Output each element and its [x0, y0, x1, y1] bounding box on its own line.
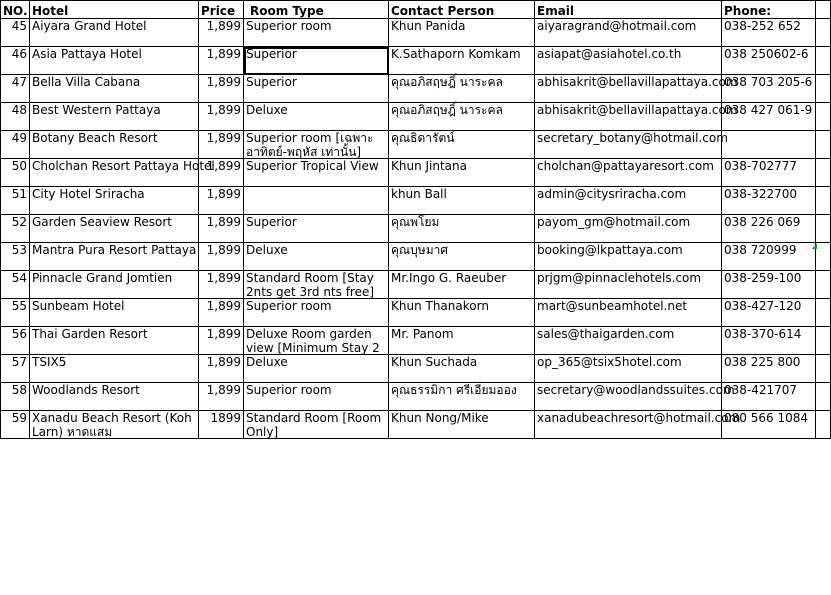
cell-no[interactable]	[1, 75, 30, 103]
cell-room-type[interactable]	[244, 327, 389, 355]
cell-contact-text: Khun Jintana	[391, 159, 467, 173]
cell-phone-text: 038-370-614	[724, 327, 802, 341]
cell-contact-text: K.Sathaporn Komkam	[391, 47, 521, 61]
cell-price[interactable]	[199, 215, 244, 243]
cell-phone[interactable]	[722, 103, 816, 131]
cell-room-type-text: Deluxe Room garden view [Minimum Stay 2	[246, 327, 380, 355]
cell-contact-text: คุณอภิสฤษฎิ์ นาระคล	[391, 103, 503, 117]
cell-contact-text: Khun Panida	[391, 19, 466, 33]
cell-price[interactable]	[199, 47, 244, 75]
cell-email-text	[537, 47, 719, 74]
cell-room-type[interactable]	[244, 299, 389, 327]
cell-phone[interactable]	[722, 187, 816, 215]
cell-no-text: 53	[11, 243, 27, 257]
email-link[interactable]: secretary@woodlandssuites.com	[537, 383, 735, 397]
table-row	[1, 411, 831, 439]
cell-email[interactable]	[535, 355, 722, 383]
email-link[interactable]: secretary_botany@hotmail.com	[537, 131, 728, 145]
cell-extra[interactable]	[816, 411, 831, 439]
cell-extra-text	[818, 271, 828, 298]
cell-extra-text	[818, 383, 828, 410]
cell-contact[interactable]	[389, 47, 535, 75]
header-hotel[interactable]: Hotel	[30, 1, 199, 19]
cell-extra[interactable]	[816, 187, 831, 215]
table-row	[1, 299, 831, 327]
cell-phone[interactable]	[722, 327, 816, 355]
cell-price-text: 1,899	[206, 47, 241, 61]
cell-price-text: 1,899	[206, 271, 241, 285]
cell-phone-text: 038 427 061-9	[724, 103, 813, 117]
cell-extra[interactable]	[816, 327, 831, 355]
cell-phone[interactable]	[722, 19, 816, 47]
table-row	[1, 159, 831, 187]
header-extra-cell[interactable]	[816, 1, 831, 19]
cell-email-text	[537, 215, 719, 242]
cell-phone[interactable]	[722, 271, 816, 299]
cell-room-type-text: Deluxe	[246, 243, 288, 257]
cell-contact[interactable]	[389, 327, 535, 355]
cell-price-text: 1,899	[206, 159, 241, 173]
cell-price-text: 1,899	[206, 75, 241, 89]
cell-price[interactable]	[199, 243, 244, 271]
cell-email[interactable]	[535, 271, 722, 299]
cell-hotel-text: Garden Seaview Resort	[32, 215, 173, 229]
cell-no[interactable]	[1, 327, 30, 355]
cell-room-type-text: Superior room	[246, 299, 332, 313]
cell-phone[interactable]	[722, 355, 816, 383]
cell-no[interactable]	[1, 355, 30, 383]
cell-phone-text: 038 250602-6	[724, 47, 809, 61]
cell-extra-text	[818, 159, 828, 186]
cell-email-text: xanadubeachresort@hotmail.com	[537, 411, 741, 425]
cell-contact-text: คุณบุษมาศ	[391, 243, 448, 257]
cell-hotel-text: Xanadu Beach Resort (Koh Larn) หาดแสม	[32, 411, 192, 439]
cell-phone-text: 038 226 069	[724, 215, 801, 229]
email-link[interactable]: asiapat@asiahotel.co.th	[537, 47, 682, 61]
table-row	[1, 355, 831, 383]
cell-price-text: 1,899	[206, 243, 241, 257]
cell-phone-text: 038-259-100	[724, 271, 802, 285]
cell-price[interactable]	[199, 383, 244, 411]
cell-price-text: 1,899	[206, 383, 241, 397]
cell-room-type[interactable]	[244, 159, 389, 187]
cell-room-type[interactable]	[244, 243, 389, 271]
header-no[interactable]: NO.	[1, 1, 30, 19]
cell-extra[interactable]	[816, 47, 831, 75]
cell-price[interactable]	[199, 131, 244, 159]
cell-phone-text: 038-421707	[724, 383, 798, 397]
cell-email[interactable]	[535, 411, 741, 439]
cell-email-text	[537, 187, 719, 214]
cell-extra-text	[818, 299, 828, 326]
cell-email[interactable]	[535, 131, 728, 159]
cell-room-type[interactable]	[244, 383, 389, 411]
cell-extra[interactable]	[816, 159, 831, 187]
cell-extra-text	[818, 75, 828, 102]
cell-room-type-text: Standard Room [Stay 2nts get 3rd nts free]	[246, 271, 375, 299]
cell-contact[interactable]	[389, 299, 535, 327]
cell-phone[interactable]	[722, 299, 816, 327]
table-row	[1, 215, 831, 243]
cell-price-text: 1,899	[206, 299, 241, 313]
cell-price-text: 1,899	[206, 187, 241, 201]
cell-extra-text	[818, 327, 828, 354]
cell-phone-text: 038-322700	[724, 187, 798, 201]
cell-email-text	[537, 75, 738, 102]
cell-hotel[interactable]	[30, 75, 199, 103]
cell-no-text: 48	[11, 103, 27, 117]
cell-room-type[interactable]	[244, 19, 389, 47]
cell-no[interactable]	[1, 411, 30, 439]
email-link[interactable]: cholchan@pattayaresort.com	[537, 159, 714, 173]
email-link[interactable]: mart@sunbeamhotel.net	[537, 299, 688, 313]
cell-no[interactable]	[1, 299, 30, 327]
table-row	[1, 19, 831, 47]
cell-no[interactable]	[1, 103, 30, 131]
header-row	[1, 1, 831, 19]
cell-hotel[interactable]	[30, 299, 199, 327]
cell-phone-text: 038-427-120	[724, 299, 802, 313]
cell-room-type[interactable]	[244, 411, 389, 439]
header-room-type[interactable]: Room Type	[244, 1, 389, 19]
header-email[interactable]: Email	[535, 1, 722, 19]
cell-extra-text	[818, 215, 828, 242]
cell-contact-text: คุณธิดารัตน์	[391, 131, 455, 145]
cell-email[interactable]	[535, 75, 738, 103]
cell-room-type[interactable]	[244, 75, 389, 103]
cell-contact[interactable]	[389, 411, 535, 439]
cell-room-type[interactable]	[244, 355, 389, 383]
cell-phone-text: 038-252 652	[724, 19, 801, 33]
cell-phone[interactable]	[722, 75, 816, 103]
cell-room-type-text: Deluxe	[246, 103, 288, 117]
cell-extra-text	[818, 243, 828, 270]
cell-extra-text	[818, 411, 828, 438]
email-link[interactable]: abhisakrit@bellavillapattaya.com	[537, 103, 738, 117]
cell-phone-text: 038-702777	[724, 159, 798, 173]
cell-contact[interactable]	[389, 187, 535, 215]
cell-contact[interactable]	[389, 75, 535, 103]
cell-contact[interactable]	[389, 355, 535, 383]
cell-price[interactable]	[199, 355, 244, 383]
cell-extra[interactable]	[816, 383, 831, 411]
cell-price[interactable]	[199, 271, 244, 299]
cell-no-text: 56	[11, 327, 27, 341]
cell-contact-text: Mr.Ingo G. Raeuber	[391, 271, 507, 285]
cell-contact[interactable]	[389, 215, 535, 243]
cell-no[interactable]	[1, 383, 30, 411]
cell-extra-text	[818, 355, 828, 382]
cell-email[interactable]	[535, 103, 738, 131]
cell-no-text: 45	[11, 19, 27, 33]
cell-extra[interactable]	[816, 103, 831, 131]
cell-contact[interactable]	[389, 383, 535, 411]
cell-email-text	[537, 383, 735, 410]
cell-price-text: 1,899	[206, 327, 241, 341]
cell-price-text: 1,899	[206, 131, 241, 145]
cell-hotel[interactable]	[30, 327, 199, 355]
cell-price-text: 1,899	[206, 215, 241, 229]
cell-no[interactable]	[1, 131, 30, 159]
cell-extra[interactable]	[816, 355, 831, 383]
cell-no[interactable]	[1, 271, 30, 299]
cell-extra[interactable]	[816, 19, 831, 47]
cell-price-text: 1,899	[206, 355, 241, 369]
cell-no[interactable]	[1, 187, 30, 215]
cell-email-text	[537, 327, 719, 354]
cell-extra[interactable]	[816, 131, 831, 159]
cell-no-text: 49	[11, 131, 27, 145]
cell-contact-text: คุณอภิสฤษฎิ์ นาระคล	[391, 75, 503, 89]
cell-phone[interactable]	[722, 383, 816, 411]
cell-room-type-text: Deluxe	[246, 355, 288, 369]
table-row	[1, 131, 831, 159]
cell-contact[interactable]	[389, 19, 535, 47]
cell-no-text: 57	[11, 355, 27, 369]
cell-email-text	[537, 19, 719, 46]
cell-email[interactable]	[535, 383, 735, 411]
cell-price[interactable]	[199, 187, 244, 215]
cell-hotel-text: Cholchan Resort Pattaya Hotel	[32, 159, 215, 173]
cell-extra-text	[818, 47, 828, 74]
cell-extra-text	[818, 19, 828, 46]
header-phone[interactable]: Phone:	[722, 1, 816, 19]
cell-phone-text	[724, 131, 813, 158]
cell-no-text: 51	[11, 187, 27, 201]
header-price[interactable]: Price	[199, 1, 244, 19]
cell-email-text	[537, 131, 728, 158]
cell-no[interactable]	[1, 215, 30, 243]
cell-contact-text: Khun Suchada	[391, 355, 478, 369]
cell-room-type[interactable]	[244, 215, 389, 243]
cell-hotel-text: Woodlands Resort	[32, 383, 140, 397]
cell-hotel-text: TSIX5	[32, 355, 67, 369]
cell-room-type[interactable]	[244, 271, 389, 299]
cell-hotel-text: Bella Villa Cabana	[32, 75, 141, 89]
cell-hotel-text: Aiyara Grand Hotel	[32, 19, 147, 33]
cell-hotel[interactable]	[30, 355, 199, 383]
cell-no-text: 47	[11, 75, 27, 89]
cell-price[interactable]	[199, 327, 244, 355]
cell-room-type[interactable]	[244, 187, 389, 215]
cell-extra[interactable]	[816, 271, 831, 299]
cell-room-type-text: Superior	[246, 75, 297, 89]
cell-hotel[interactable]	[30, 215, 199, 243]
email-link[interactable]: prjgm@pinnaclehotels.com	[537, 271, 702, 285]
cell-extra-text	[818, 103, 828, 130]
cell-phone[interactable]	[722, 411, 816, 439]
cell-email-text	[537, 243, 719, 270]
cell-email[interactable]	[535, 243, 722, 271]
email-link[interactable]: admin@citysriracha.com	[537, 187, 687, 201]
cell-hotel-text: Mantra Pura Resort Pattaya	[32, 243, 197, 257]
email-link[interactable]: booking@lkpattaya.com	[537, 243, 683, 257]
cell-extra-text	[818, 131, 828, 158]
cell-hotel[interactable]	[30, 47, 199, 75]
cell-email-text	[537, 103, 738, 130]
cell-phone-text: 080 566 1084	[724, 411, 808, 425]
cell-email[interactable]	[535, 19, 722, 47]
cell-room-type[interactable]	[244, 47, 389, 75]
cell-price[interactable]	[199, 299, 244, 327]
cell-phone[interactable]	[722, 159, 816, 187]
cell-email[interactable]	[535, 327, 722, 355]
email-link[interactable]: aiyaragrand@hotmail.com	[537, 19, 697, 33]
comment-marker-icon	[812, 243, 817, 249]
cell-price[interactable]	[199, 411, 244, 439]
cell-hotel-text: Pinnacle Grand Jomtien	[32, 271, 173, 285]
cell-hotel-text: City Hotel Sriracha	[32, 187, 145, 201]
cell-hotel[interactable]	[30, 19, 199, 47]
email-link[interactable]: payom_gm@hotmail.com	[537, 215, 691, 229]
cell-contact[interactable]	[389, 271, 535, 299]
table-row	[1, 327, 831, 355]
cell-no-text: 55	[11, 299, 27, 313]
cell-contact[interactable]	[389, 103, 535, 131]
cell-no-text: 59	[11, 411, 27, 425]
cell-price[interactable]	[199, 19, 244, 47]
email-link[interactable]: sales@thaigarden.com	[537, 327, 675, 341]
cell-contact-text: khun Ball	[391, 187, 447, 201]
cell-email[interactable]	[535, 159, 722, 187]
cell-contact-text: คุณพโยม	[391, 215, 440, 229]
cell-price[interactable]	[199, 103, 244, 131]
cell-hotel[interactable]	[30, 243, 199, 271]
cell-phone-text: 038 720999	[724, 243, 797, 257]
cell-contact-text: Mr. Panom	[391, 327, 454, 341]
cell-room-type-text: Superior room	[246, 383, 332, 397]
cell-extra-text	[818, 187, 828, 214]
cell-phone[interactable]	[722, 131, 816, 159]
cell-phone[interactable]	[722, 215, 816, 243]
cell-extra[interactable]	[816, 75, 831, 103]
cell-price-text: 1,899	[206, 19, 241, 33]
cell-price-text: 1899	[210, 411, 241, 425]
cell-hotel-text: Sunbeam Hotel	[32, 299, 125, 313]
cell-price-text: 1,899	[206, 103, 241, 117]
cell-hotel[interactable]	[30, 131, 199, 159]
cell-hotel-text: Thai Garden Resort	[32, 327, 148, 341]
cell-room-type-text: Superior room [เฉพาะ อาทิตย์-พฤหัส เท่านั้น]	[246, 131, 374, 159]
cell-no[interactable]	[1, 19, 30, 47]
cell-phone[interactable]	[722, 47, 816, 75]
email-link[interactable]: op_365@tsix5hotel.com	[537, 355, 682, 369]
cell-no-text: 46	[11, 47, 27, 61]
cell-contact-text: คุณธรรมิกา ศรีเอี่ยมออง	[391, 383, 517, 397]
header-contact[interactable]: Contact Person	[389, 1, 535, 19]
cell-extra[interactable]	[816, 215, 831, 243]
cell-hotel-text: Asia Pattaya Hotel	[32, 47, 142, 61]
table-row	[1, 243, 831, 271]
cell-room-type-text: Superior Tropical View	[246, 159, 379, 173]
cell-no[interactable]	[1, 47, 30, 75]
cell-room-type[interactable]	[244, 131, 389, 159]
email-link[interactable]: abhisakrit@bellavillapattaya.com	[537, 75, 738, 89]
table-row	[1, 75, 831, 103]
cell-no-text: 54	[11, 271, 27, 285]
cell-hotel[interactable]	[30, 187, 199, 215]
cell-room-type-text: Superior	[246, 215, 297, 229]
cell-contact[interactable]	[389, 131, 535, 159]
cell-hotel[interactable]	[30, 159, 215, 187]
cell-room-type-text	[246, 187, 386, 214]
cell-email[interactable]	[535, 299, 722, 327]
cell-email[interactable]	[535, 187, 722, 215]
cell-no[interactable]	[1, 159, 30, 187]
cell-price[interactable]	[199, 75, 244, 103]
cell-hotel[interactable]	[30, 411, 199, 439]
cell-extra[interactable]	[816, 299, 831, 327]
cell-no-text: 50	[11, 159, 27, 173]
cell-email[interactable]	[535, 215, 722, 243]
cell-email-text	[537, 159, 719, 186]
cell-contact[interactable]	[389, 243, 535, 271]
table-row	[1, 47, 831, 75]
cell-room-type[interactable]	[244, 103, 389, 131]
table-row	[1, 383, 831, 411]
table-row	[1, 103, 831, 131]
cell-phone-text: 038 703 205-6	[724, 75, 813, 89]
cell-email[interactable]	[535, 47, 722, 75]
table-row	[1, 271, 831, 299]
cell-extra[interactable]	[816, 243, 831, 271]
cell-contact-text: Khun Thanakorn	[391, 299, 489, 313]
cell-room-type-text: Superior room	[246, 19, 332, 33]
cell-no-text: 52	[11, 215, 27, 229]
cell-hotel-text: Botany Beach Resort	[32, 131, 158, 145]
cell-hotel[interactable]	[30, 271, 199, 299]
cell-hotel[interactable]	[30, 103, 199, 131]
cell-room-type-text: Superior	[246, 47, 297, 61]
cell-email-text	[537, 299, 719, 326]
cell-email-text	[537, 271, 719, 298]
cell-hotel-text: Best Western Pattaya	[32, 103, 161, 117]
cell-contact-text: Khun Nong/Mike	[391, 411, 489, 425]
cell-no-text: 58	[11, 383, 27, 397]
cell-phone[interactable]	[722, 243, 816, 271]
cell-room-type-text: Standard Room [Room Only]	[246, 411, 382, 439]
cell-hotel[interactable]	[30, 383, 199, 411]
cell-contact[interactable]	[389, 159, 535, 187]
cell-email-text	[537, 355, 719, 382]
cell-no[interactable]	[1, 243, 30, 271]
table-row	[1, 187, 831, 215]
cell-phone-text: 038 225 800	[724, 355, 801, 369]
